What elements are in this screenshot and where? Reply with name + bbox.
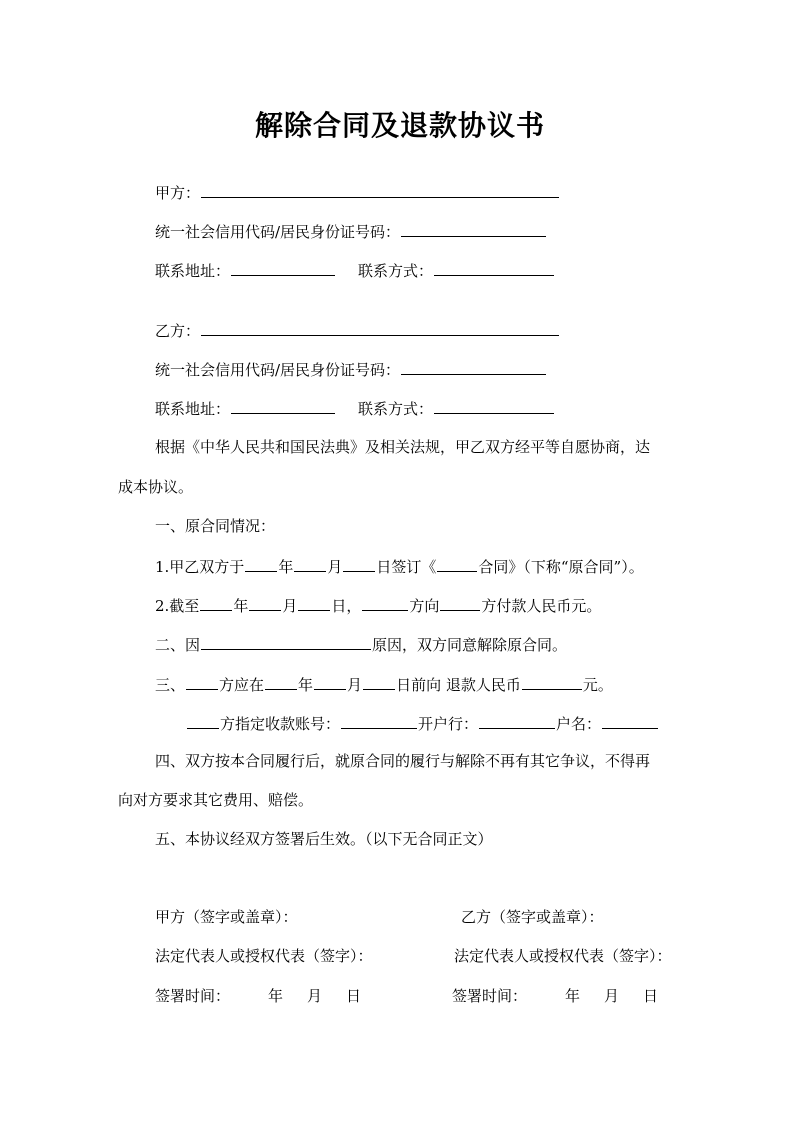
clause-3-name-field[interactable] xyxy=(602,711,658,729)
item-1-suffix: 合同》（下称“原合同”）。 xyxy=(478,558,644,576)
party-b-address-field[interactable] xyxy=(231,396,335,414)
clause-4-line-1: 四、双方按本合同履行后，就原合同的履行与解除不再有其它争议，不得再 xyxy=(155,752,651,770)
party-b-name-field[interactable] xyxy=(201,318,559,336)
clause-3-account-field[interactable] xyxy=(341,711,417,729)
party-a-code-field[interactable] xyxy=(401,219,546,237)
clause-3-account-label: 方指定收款账号： xyxy=(220,715,341,733)
item-1-year-label: 年 xyxy=(278,558,294,576)
party-b-code-label: 统一社会信用代码/居民身份证号码： xyxy=(155,361,401,379)
item-2-payer-field[interactable] xyxy=(362,593,408,611)
party-b-contact-line xyxy=(155,396,684,420)
party-a-address-field[interactable] xyxy=(231,258,335,276)
preamble-line-1: 根据《中华人民共和国民法典》及相关法规，甲乙双方经平等自愿协商，达 xyxy=(155,438,651,456)
party-b-line xyxy=(155,318,684,342)
clause-4-line-2: 向对方要求其它费用、赔偿。 xyxy=(118,791,314,809)
item-1-month-label: 月 xyxy=(327,558,343,576)
party-a-contact-field[interactable] xyxy=(434,258,554,276)
party-a-day-label: 日 xyxy=(346,987,362,1005)
item-1-month-field[interactable] xyxy=(294,554,326,572)
clause-3-bank-label: 开户行： xyxy=(418,715,479,733)
party-b-contact-label: 联系方式： xyxy=(358,400,434,418)
party-b-code-line xyxy=(155,357,684,381)
party-a-contact-label: 联系方式： xyxy=(358,262,434,280)
item-2-year-label: 年 xyxy=(233,597,249,615)
party-a-address-label: 联系地址： xyxy=(155,262,231,280)
party-b-contact-field[interactable] xyxy=(434,396,554,414)
clause-3-month-field[interactable] xyxy=(314,672,346,690)
party-b-year-label: 年 xyxy=(565,987,581,1005)
clause-3-day-label: 日前向 退款人民币 xyxy=(396,676,521,694)
clause-5: 五、本协议经双方签署后生效。（以下无合同正文） xyxy=(155,830,493,848)
item-1-prefix: 1.甲乙双方于 xyxy=(155,558,245,576)
clause-3-party-label: 方应在 xyxy=(219,676,265,694)
party-b-month-label: 月 xyxy=(604,987,620,1005)
clause-1-item-1 xyxy=(155,554,684,578)
party-a-signature-label: 甲方（签字或盖章）： xyxy=(155,908,298,926)
clause-2-suffix: 原因，双方同意解除原合同。 xyxy=(372,636,568,654)
document-title: 解除合同及退款协议书 xyxy=(254,109,545,142)
party-a-code-label: 统一社会信用代码/居民身份证号码： xyxy=(155,223,401,241)
party-b-day-label: 日 xyxy=(643,987,659,1005)
item-1-day-label: 日签订《 xyxy=(376,558,437,576)
party-a-year-label: 年 xyxy=(268,987,284,1005)
party-a-code-line xyxy=(155,219,684,243)
clause-3-party-field[interactable] xyxy=(186,672,218,690)
item-2-day-field[interactable] xyxy=(298,593,330,611)
clause-1-heading: 一、原合同情况： xyxy=(155,517,276,535)
clause-3 xyxy=(155,672,684,696)
clause-3-name-label: 户名： xyxy=(556,715,602,733)
party-a-month-label: 月 xyxy=(307,987,323,1005)
party-b-representative-label: 法定代表人或授权代表（签字）： xyxy=(454,947,672,965)
party-a-line xyxy=(155,180,684,204)
clause-3-amount-field[interactable] xyxy=(522,672,582,690)
item-1-day-field[interactable] xyxy=(343,554,375,572)
party-b-signature-label: 乙方（签字或盖章）： xyxy=(461,908,604,926)
party-b-code-field[interactable] xyxy=(401,357,546,375)
item-2-payee-field[interactable] xyxy=(440,593,480,611)
item-2-month-label: 月 xyxy=(282,597,298,615)
clause-3-year-field[interactable] xyxy=(265,672,297,690)
clause-3-bank-field[interactable] xyxy=(479,711,555,729)
clause-3-suffix: 元。 xyxy=(582,676,613,694)
clause-2-reason-field[interactable] xyxy=(201,632,371,650)
clause-2 xyxy=(155,632,684,656)
clause-3-account-line xyxy=(186,711,684,735)
clause-1-item-2 xyxy=(155,593,684,617)
item-2-to-label: 方向 xyxy=(409,597,440,615)
item-1-contract-field[interactable] xyxy=(437,554,477,572)
clause-2-prefix: 二、因 xyxy=(155,636,201,654)
item-2-suffix: 方付款人民币元。 xyxy=(481,597,602,615)
party-a-representative-label: 法定代表人或授权代表（签字）： xyxy=(155,947,373,965)
party-b-time-label: 签署时间： xyxy=(452,987,528,1005)
clause-3-year-label: 年 xyxy=(298,676,314,694)
party-b-label: 乙方： xyxy=(155,322,201,340)
preamble-line-2: 成本协议。 xyxy=(118,478,194,496)
item-1-year-field[interactable] xyxy=(245,554,277,572)
clause-3-month-label: 月 xyxy=(347,676,363,694)
party-b-address-label: 联系地址： xyxy=(155,400,231,418)
party-a-time-label: 签署时间： xyxy=(155,987,231,1005)
item-2-month-field[interactable] xyxy=(249,593,281,611)
party-a-label: 甲方： xyxy=(155,184,201,202)
clause-3-day-field[interactable] xyxy=(363,672,395,690)
party-b-sign-time xyxy=(452,985,684,1007)
party-a-contact-line xyxy=(155,258,684,282)
clause-3-account-party-field[interactable] xyxy=(187,711,219,729)
item-2-day-label: 日， xyxy=(331,597,362,615)
item-2-year-field[interactable] xyxy=(200,593,232,611)
item-2-prefix: 2.截至 xyxy=(155,597,200,615)
party-a-name-field[interactable] xyxy=(201,180,559,198)
clause-3-prefix: 三、 xyxy=(155,676,186,694)
